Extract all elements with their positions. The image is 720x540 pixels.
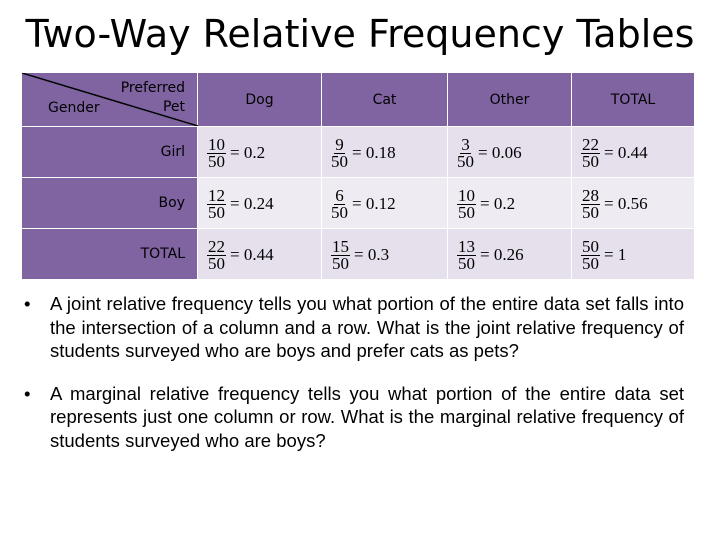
numerator: 50 — [582, 236, 599, 256]
denominator: 50 — [582, 151, 599, 171]
relative-frequency-value: = 0.26 — [480, 245, 524, 264]
column-header-other: Other — [448, 73, 572, 127]
denominator: 50 — [331, 202, 348, 222]
denominator: 50 — [457, 151, 474, 171]
cell-boy-total — [572, 178, 695, 229]
denominator: 50 — [208, 202, 225, 222]
row-header-boy: Boy — [22, 178, 198, 229]
denominator: 50 — [582, 253, 599, 273]
numerator: 22 — [208, 236, 225, 256]
denominator: 50 — [458, 253, 475, 273]
slide-title: Two-Way Relative Frequency Tables — [25, 12, 695, 56]
table-corner-cell — [22, 73, 198, 127]
cell-total-cat — [322, 229, 448, 280]
numerator: 15 — [332, 236, 349, 256]
table-row-girl — [22, 127, 695, 178]
numerator: 13 — [458, 236, 475, 256]
table-row-boy — [22, 178, 695, 229]
relative-frequency-value: = 0.24 — [230, 194, 274, 213]
cell-girl-other — [448, 127, 572, 178]
column-header-dog: Dog — [198, 73, 322, 127]
cell-total-total — [572, 229, 695, 280]
bullet-dot: • — [24, 382, 31, 404]
denominator: 50 — [208, 151, 225, 171]
relative-frequency-value: = 0.44 — [230, 245, 274, 264]
column-header-cat: Cat — [322, 73, 448, 127]
cell-total-dog — [198, 229, 322, 280]
denominator: 50 — [582, 202, 599, 222]
denominator: 50 — [208, 253, 225, 273]
relative-frequency-table — [21, 72, 695, 280]
bullet-marginal-relative-frequency — [22, 382, 684, 453]
cell-girl-dog — [198, 127, 322, 178]
denominator: 50 — [331, 151, 348, 171]
cell-boy-dog — [198, 178, 322, 229]
numerator: 12 — [208, 185, 225, 205]
cell-total-other — [448, 229, 572, 280]
relative-frequency-value: = 0.2 — [480, 194, 516, 213]
table-header-row — [22, 73, 695, 127]
bullet-text: A marginal relative frequency tells you what portion of the entire data set represents just one column or row. What is the marginal relative frequency of students surveyed who are boys? — [50, 382, 684, 451]
relative-frequency-value: = 0.12 — [352, 194, 396, 213]
bullet-joint-relative-frequency — [22, 292, 684, 363]
bullet-text: A joint relative frequency tells you what portion of the entire data set falls into the intersection of a column and a row. What is the joint relative frequency of students surveyed who are boys and prefer cats as pets? — [50, 293, 684, 361]
numerator: 28 — [582, 185, 599, 205]
numerator: 22 — [582, 134, 599, 154]
numerator: 3 — [461, 134, 470, 154]
cell-girl-cat — [322, 127, 448, 178]
denominator: 50 — [458, 202, 475, 222]
row-header-total: TOTAL — [22, 229, 198, 280]
relative-frequency-value: = 0.56 — [604, 194, 648, 213]
corner-row-variable: Gender — [48, 100, 100, 116]
cell-girl-total — [572, 127, 695, 178]
relative-frequency-value: = 0.2 — [230, 143, 266, 162]
relative-frequency-value: = 0.44 — [604, 143, 648, 162]
numerator: 6 — [335, 185, 344, 205]
numerator: 10 — [208, 134, 225, 154]
numerator: 10 — [458, 185, 475, 205]
relative-frequency-value: = 0.18 — [352, 143, 396, 162]
cell-boy-other — [448, 178, 572, 229]
bullet-list — [22, 292, 684, 471]
corner-label-preferred: Preferred — [120, 80, 185, 96]
relative-frequency-value: = 1 — [604, 245, 627, 264]
relative-frequency-value: = 0.3 — [354, 245, 390, 264]
numerator: 9 — [335, 134, 344, 154]
relative-frequency-value: = 0.06 — [478, 143, 522, 162]
table-row-total — [22, 229, 695, 280]
denominator: 50 — [332, 253, 349, 273]
corner-column-variable — [121, 79, 185, 117]
column-header-total: TOTAL — [572, 73, 695, 127]
corner-label-pet: Pet — [162, 99, 185, 115]
bullet-dot: • — [24, 293, 31, 314]
row-header-girl: Girl — [22, 127, 198, 178]
cell-boy-cat — [322, 178, 448, 229]
